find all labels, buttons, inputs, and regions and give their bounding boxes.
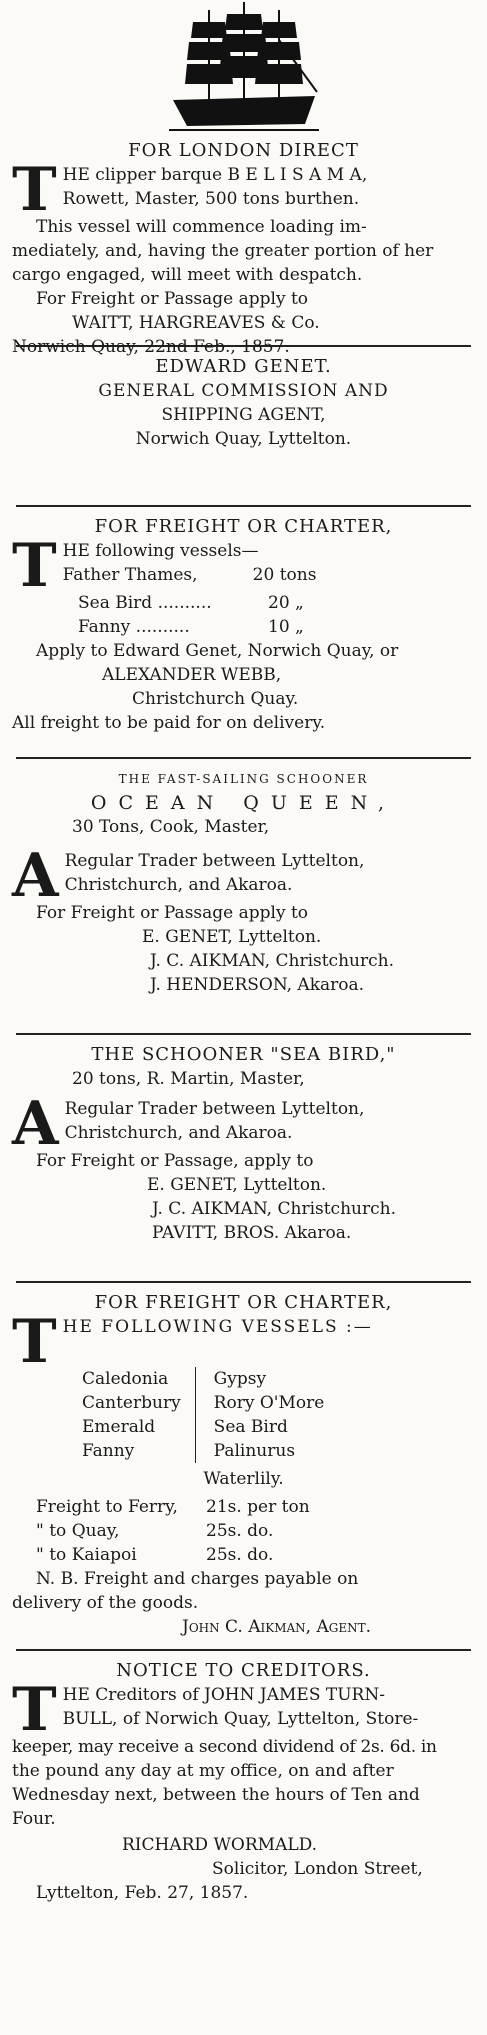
- vessel-title: THE SCHOONER "SEA BIRD,": [91, 1044, 396, 1065]
- text-line: Wednesday next, between the hours of Ten and: [12, 1785, 420, 1805]
- vessel-row: [12, 563, 475, 587]
- drop-cap: A: [12, 841, 59, 911]
- agent-name: J. C. AIKMAN, Christchurch.: [150, 951, 394, 971]
- text-line: HE following vessels—: [62, 541, 259, 561]
- rate-price: 21s. per ton: [206, 1497, 310, 1517]
- ad-heading: FOR LONDON DIRECT: [128, 140, 359, 161]
- rate-row: [12, 1495, 475, 1519]
- text-line: 20 tons, R. Martin, Master,: [72, 1069, 305, 1089]
- agent-name: J. C. AIKMAN, Christchurch.: [152, 1199, 396, 1219]
- list-item: Waterlily.: [203, 1469, 284, 1489]
- text-line: For Freight or Passage apply to: [36, 289, 309, 309]
- text-line: Christchurch, and Akaroa.: [64, 1123, 293, 1143]
- text-line: cargo engaged, will meet with despatch.: [12, 265, 363, 285]
- ad-london-direct: [12, 0, 475, 357]
- vessel-name: Father Thames,: [62, 565, 198, 585]
- ship-illustration: [169, 0, 319, 135]
- vessel-title: OCEAN QUEEN,: [90, 792, 397, 814]
- text-line: the pound any day at my office, on and after: [12, 1761, 394, 1781]
- rate-row: [12, 1543, 475, 1567]
- text-line: Apply to Edward Genet, Norwich Quay, or: [36, 641, 399, 661]
- vessel-list-left: [82, 1367, 196, 1463]
- text-line: GENERAL COMMISSION AND: [98, 381, 389, 401]
- text-line: BULL, of Norwich Quay, Lyttelton, Store-: [62, 1709, 419, 1729]
- text-line: For Freight or Passage, apply to: [36, 1151, 314, 1171]
- drop-cap: A: [12, 1089, 59, 1159]
- ad-heading: FOR FREIGHT OR CHARTER,: [94, 516, 393, 537]
- text-line: HE Creditors of JOHN JAMES TURN-: [62, 1685, 385, 1705]
- text-line: delivery of the goods.: [12, 1593, 199, 1613]
- rate-label: Freight to Ferry,: [36, 1497, 178, 1517]
- signer-date: Lyttelton, Feb. 27, 1857.: [36, 1883, 249, 1903]
- agent-name: WAITT, HARGREAVES & Co.: [72, 313, 320, 333]
- rate-price: 25s. do.: [206, 1545, 274, 1565]
- text-line: Christchurch, and Akaroa.: [64, 875, 293, 895]
- rate-price: 25s. do.: [206, 1521, 274, 1541]
- list-item: Palinurus: [213, 1441, 296, 1461]
- text-line: This vessel will commence loading im-: [36, 217, 367, 237]
- list-item: Sea Bird: [213, 1417, 288, 1437]
- rate-label: " to Kaiapoi: [36, 1545, 137, 1565]
- ad-freight-charter-1: [12, 507, 475, 757]
- text-line: Regular Trader between Lyttelton,: [64, 1099, 365, 1119]
- vessel-tons: 10 „: [268, 617, 304, 637]
- list-item: Gypsy: [213, 1369, 267, 1389]
- drop-cap: T: [12, 1307, 57, 1377]
- text-line: HE FOLLOWING VESSELS :—: [62, 1317, 373, 1337]
- text-line: Rowett, Master, 500 tons burthen.: [62, 189, 360, 209]
- vessel-tons: 20 „: [268, 593, 304, 613]
- text-line: Regular Trader between Lyttelton,: [64, 851, 365, 871]
- list-item: Canterbury: [82, 1393, 181, 1413]
- text-line: 30 Tons, Cook, Master,: [72, 817, 270, 837]
- agent-name: ALEXANDER WEBB,: [102, 665, 282, 685]
- ad-kicker: THE FAST-SAILING SCHOONER: [118, 772, 369, 786]
- ad-title: EDWARD GENET.: [155, 356, 332, 377]
- text-line: HE clipper barque B E L I S A M A,: [62, 165, 368, 185]
- text-line: Christchurch Quay.: [132, 689, 299, 709]
- vessel-row: [12, 615, 475, 639]
- ad-sea-bird: [12, 1035, 475, 1281]
- drop-cap: T: [12, 155, 57, 225]
- rate-row: [12, 1519, 475, 1543]
- agent-name: E. GENET, Lyttelton.: [147, 1175, 327, 1195]
- ad-ocean-queen: [12, 759, 475, 1033]
- vessel-tons: 20 tons: [252, 565, 317, 585]
- ad-genet-agent: [12, 347, 475, 505]
- drop-cap: T: [12, 1675, 57, 1745]
- agent-name: E. GENET, Lyttelton.: [142, 927, 322, 947]
- text-line: Four.: [12, 1809, 56, 1829]
- signer-name: RICHARD WORMALD.: [122, 1835, 318, 1855]
- text-line: All freight to be paid for on delivery.: [12, 713, 326, 733]
- text-line: Norwich Quay, 22nd Feb., 1857.: [12, 337, 290, 357]
- agent-name: J. HENDERSON, Akaroa.: [150, 975, 365, 995]
- list-item: Fanny: [82, 1441, 135, 1461]
- ad-heading: FOR FREIGHT OR CHARTER,: [94, 1292, 393, 1313]
- text-line: N. B. Freight and charges payable on: [36, 1569, 359, 1589]
- vessel-list-right: [214, 1367, 339, 1463]
- text-line: SHIPPING AGENT,: [161, 405, 326, 425]
- ad-creditors: [12, 1651, 475, 1921]
- vessel-name: Sea Bird ..........: [78, 593, 212, 613]
- signer-title: Solicitor, London Street,: [212, 1859, 423, 1879]
- agent-name: PAVITT, BROS. Akaroa.: [152, 1223, 352, 1243]
- drop-cap: T: [12, 531, 57, 601]
- list-item: Rory O'More: [213, 1393, 325, 1413]
- rate-label: " to Quay,: [36, 1521, 120, 1541]
- list-item: Emerald: [82, 1417, 156, 1437]
- vessel-name: Fanny ..........: [78, 617, 190, 637]
- vessel-row: [12, 591, 475, 615]
- ad-heading: NOTICE TO CREDITORS.: [116, 1660, 371, 1681]
- ad-freight-charter-2: [12, 1283, 475, 1649]
- text-line: mediately, and, having the greater portion of her: [12, 241, 434, 261]
- signature: John C. Aikman, Agent.: [182, 1617, 372, 1637]
- text-line: Norwich Quay, Lyttelton.: [135, 429, 352, 449]
- text-line: For Freight or Passage apply to: [36, 903, 309, 923]
- list-item: Caledonia: [82, 1369, 169, 1389]
- vessel-list: [12, 1367, 475, 1463]
- text-line: keeper, may receive a second dividend of 2s. 6d. in: [12, 1737, 437, 1757]
